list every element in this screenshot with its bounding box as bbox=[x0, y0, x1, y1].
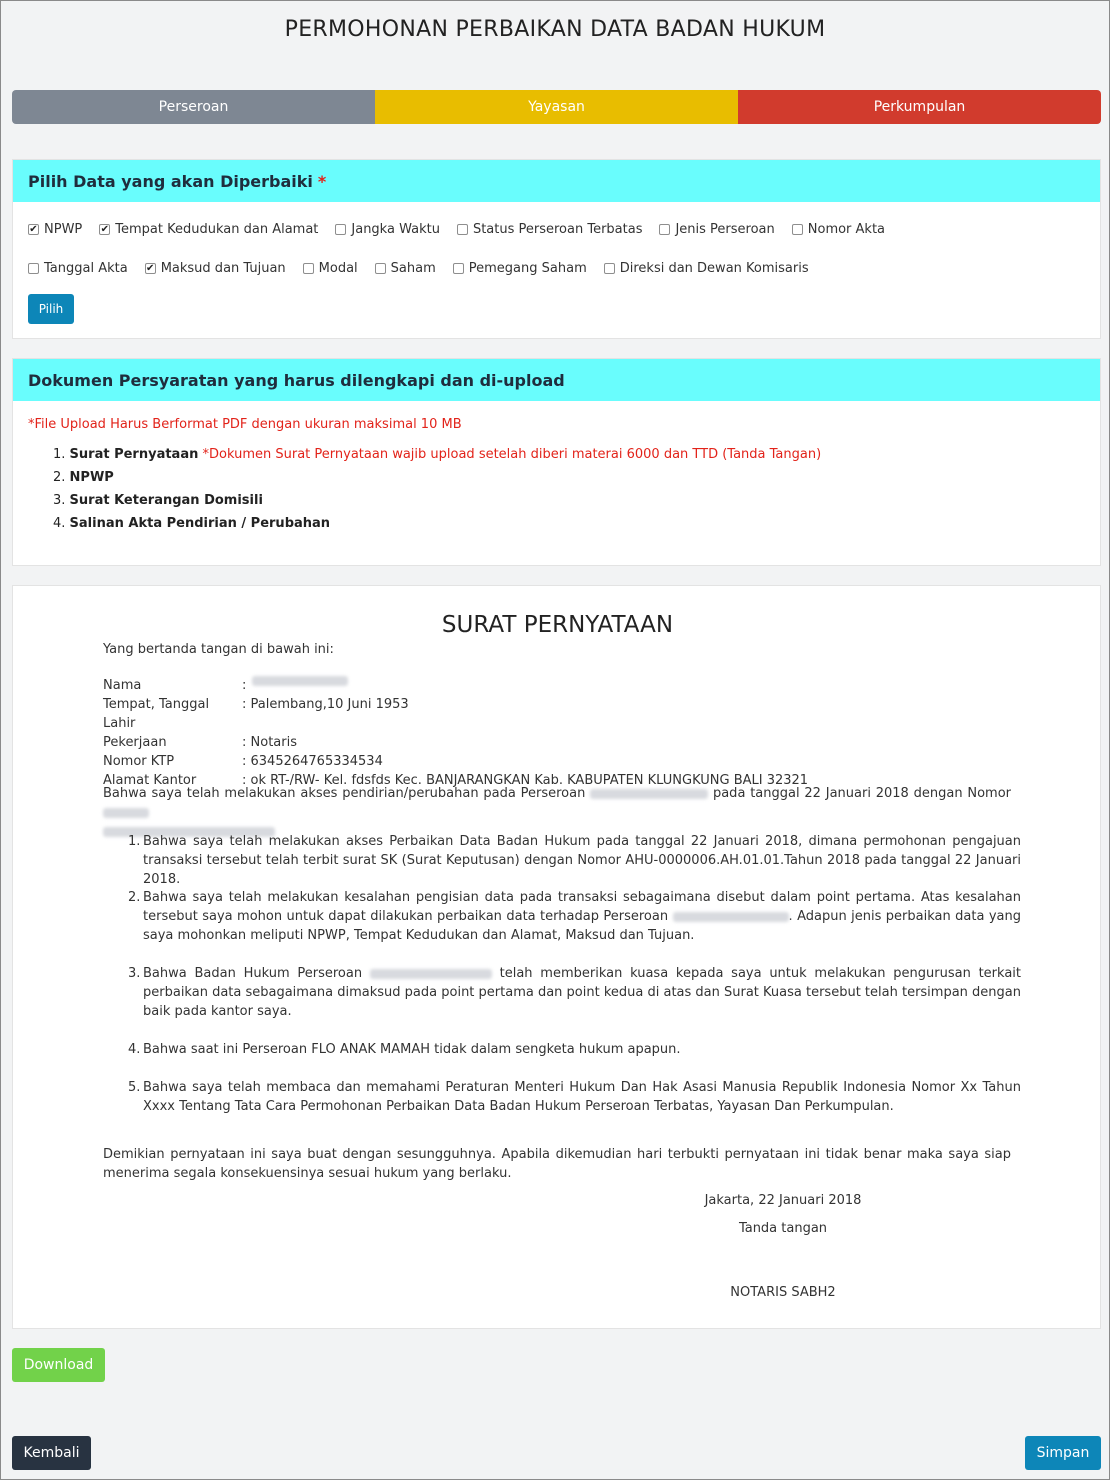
list-item: 4. Salinan Akta Pendirian / Perubahan bbox=[53, 516, 331, 531]
dokumen-panel bbox=[12, 358, 1101, 566]
save-button[interactable]: Simpan bbox=[1025, 1436, 1101, 1470]
signer-name: NOTARIS SABH2 bbox=[730, 1285, 836, 1300]
option-direksi[interactable]: Direksi dan Dewan Komisaris bbox=[604, 261, 809, 276]
redacted-company bbox=[370, 969, 492, 979]
checkbox-row-2 bbox=[28, 261, 826, 276]
checkbox-tempat-kedudukan[interactable]: ✔ bbox=[100, 223, 109, 235]
pilih-button[interactable]: Pilih bbox=[28, 294, 74, 324]
checkbox-tanggal-akta[interactable] bbox=[28, 263, 39, 274]
checkbox-pemegang-saham[interactable] bbox=[453, 263, 464, 274]
option-maksud-tujuan[interactable]: ✔ Maksud dan Tujuan bbox=[146, 261, 286, 276]
point-3: 3. Bahwa Badan Hukum Perseroan telah memberikan kuasa kepada saya untuk melakukan pengurusan terkait perbaikan data sebagaimana dimaksud pada point pertama dan point kedua di atas dan Surat Kuasa tersebut telah tersimpan dengan baik pada kantor saya. bbox=[128, 966, 1021, 1019]
signature-label: Tanda tangan bbox=[738, 1221, 828, 1236]
tab-perseroan[interactable]: Perseroan bbox=[12, 90, 375, 124]
checkbox-status-perseroan[interactable] bbox=[457, 224, 468, 235]
checkbox-saham[interactable] bbox=[375, 263, 386, 274]
required-mark: * bbox=[317, 171, 327, 191]
list-item: 1. Surat Pernyataan *Dokumen Surat Pernyataan wajib upload setelah diberi materai 6000 dan TTD (Tanda Tangan) bbox=[53, 447, 822, 462]
checkbox-npwp[interactable]: ✔ bbox=[29, 223, 38, 235]
pilih-data-panel bbox=[12, 159, 1101, 339]
dokumen-list bbox=[53, 443, 821, 535]
bahwa-paragraph: Bahwa saya telah melakukan akses pendirian/perubahan pada Perseroan pada tanggal 22 Januari 2018 dengan Nomor bbox=[103, 784, 1011, 841]
pilih-data-header bbox=[13, 160, 1100, 202]
option-jenis-perseroan[interactable]: Jenis Perseroan bbox=[659, 222, 774, 237]
point-4: 4. Bahwa saat ini Perseroan FLO ANAK MAMAH tidak dalam sengketa hukum apapun. bbox=[128, 1042, 681, 1057]
option-nomor-akta[interactable]: Nomor Akta bbox=[792, 222, 885, 237]
tab-yayasan[interactable]: Yayasan bbox=[375, 90, 738, 124]
point-5: 5. Bahwa saya telah membaca dan memahami Peraturan Menteri Hukum Dan Hak Asasi Manusia Republik Indonesia Nomor Xx Tahun Xxxx Tentang Tata Cara Permohonan Perbaikan Data Badan Hukum Perseroan Terbatas, Yayasan Dan Perkumpulan. bbox=[128, 1080, 1021, 1114]
option-status-perseroan[interactable]: Status Perseroan Terbatas bbox=[457, 222, 643, 237]
back-button[interactable]: Kembali bbox=[12, 1436, 91, 1470]
download-button[interactable]: Download bbox=[12, 1348, 105, 1382]
checkbox-modal[interactable] bbox=[303, 263, 314, 274]
checkbox-nomor-akta[interactable] bbox=[792, 224, 803, 235]
redacted-number bbox=[103, 808, 149, 818]
surat-title: SURAT PERNYATAAN bbox=[441, 612, 674, 638]
option-jangka-waktu[interactable]: Jangka Waktu bbox=[335, 222, 440, 237]
list-item: 2. NPWP bbox=[53, 470, 114, 485]
tab-perkumpulan[interactable]: Perkumpulan bbox=[738, 90, 1101, 124]
checkbox-direksi[interactable] bbox=[604, 263, 615, 274]
surat-pernyataan-panel bbox=[12, 585, 1101, 1329]
closing-paragraph: Demikian pernyataan ini saya buat dengan sesungguhnya. Apabila dikemudian hari terbukti pernyataan ini tidak benar maka saya siap menerima segala konsekuensinya sesuai hukum yang berlaku. bbox=[103, 1147, 1011, 1181]
checkbox-jenis-perseroan[interactable] bbox=[659, 224, 670, 235]
place-date: Jakarta, 22 Januari 2018 bbox=[704, 1193, 862, 1208]
list-item: 3. Surat Keterangan Domisili bbox=[53, 493, 263, 508]
dokumen-title: Dokumen Persyaratan yang harus dilengkapi dan di-upload bbox=[28, 370, 565, 390]
upload-note: *File Upload Harus Berformat PDF dengan ukuran maksimal 10 MB bbox=[28, 417, 462, 432]
redacted-company bbox=[673, 912, 789, 922]
point-2: 2. Bahwa saya telah melakukan kesalahan pengisian data pada transaksi sebagaimana disebut dalam point pertama. Atas kesalahan tersebut saya mohon untuk dapat dilakukan perbaikan data terhadap Perseroan . Adapun jenis perbaikan data yang saya mohonkan meliputi NPWP, Tempat Kedudukan dan Alamat, Maksud dan Tujuan. bbox=[128, 890, 1022, 943]
page-title: PERMOHONAN PERBAIKAN DATA BADAN HUKUM bbox=[284, 17, 826, 42]
redacted-name bbox=[252, 676, 348, 686]
identity-table: Nama : Tempat, Tanggal Lahir : Palembang,10 Juni 1953 Pekerjaan : Notaris Nomor KTP : 6345264765334534 Alamat Kantor : ok RT-/RW- Kel. fdsfds Kec. BANJARANGKAN Kab. KABUPATEN KLUNGKUNG BALI 32321 bbox=[103, 678, 809, 788]
option-npwp[interactable]: ✔ NPWP bbox=[29, 222, 83, 237]
option-pemegang-saham[interactable]: Pemegang Saham bbox=[453, 261, 587, 276]
checkbox-jangka-waktu[interactable] bbox=[335, 224, 346, 235]
entity-tabs bbox=[12, 90, 1101, 124]
pilih-data-title: Pilih Data yang akan Diperbaiki bbox=[28, 171, 313, 191]
option-tanggal-akta[interactable]: Tanggal Akta bbox=[28, 261, 128, 276]
checkbox-maksud-tujuan[interactable]: ✔ bbox=[146, 262, 155, 274]
redacted-company bbox=[590, 789, 708, 799]
option-tempat-kedudukan[interactable]: ✔ Tempat Kedudukan dan Alamat bbox=[100, 222, 319, 237]
point-1: 1. Bahwa saya telah melakukan akses Perbaikan Data Badan Hukum pada tanggal 22 Januari 2018, dimana permohonan pengajuan transaksi tersebut telah terbit surat SK (Surat Keputusan) dengan Nomor AHU-0000006.AH.01.01.Tahun 2018 pada tanggal 22 Januari 2018. bbox=[128, 834, 1021, 887]
option-modal[interactable]: Modal bbox=[303, 261, 358, 276]
checkbox-row-1 bbox=[28, 222, 902, 237]
option-saham[interactable]: Saham bbox=[375, 261, 436, 276]
dokumen-header bbox=[13, 359, 1100, 401]
surat-intro: Yang bertanda tangan di bawah ini: bbox=[103, 642, 334, 657]
